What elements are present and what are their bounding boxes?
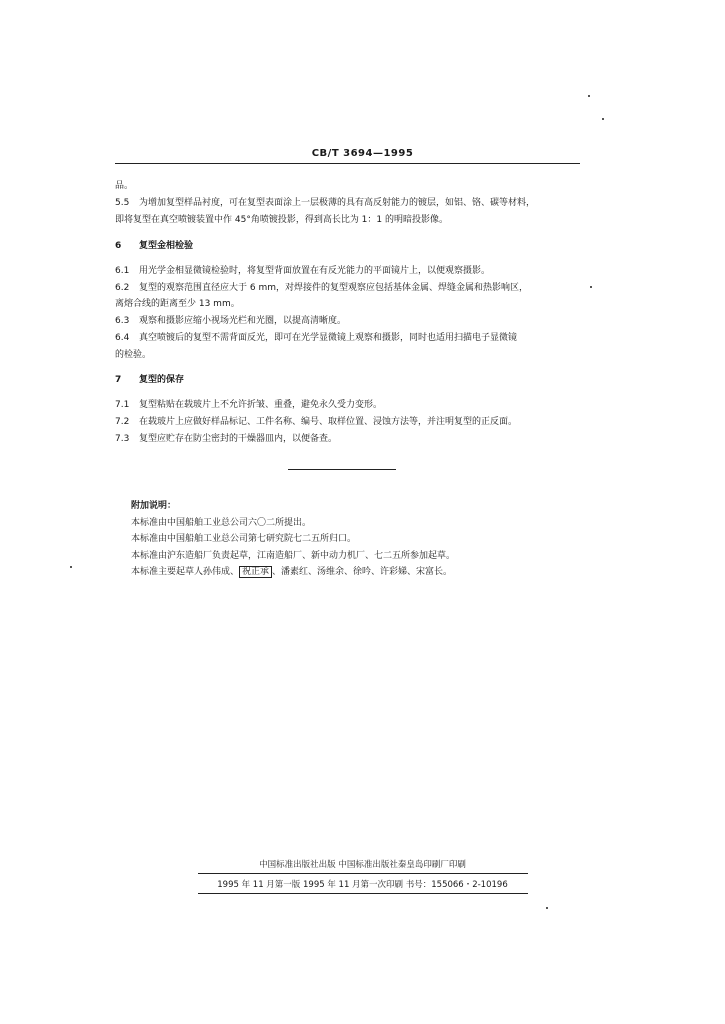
notes-line-1: 本标准由中国船舶工业总公司六〇二所提出。 — [131, 518, 312, 528]
clause-text: 复型粘贴在载玻片上不允许折皱、重叠，避免永久受力变形。 — [139, 400, 383, 410]
notes-line-3: 本标准由沪东造船厂负责起草，江南造船厂、新中动力机厂、七二五所参加起草。 — [131, 551, 456, 561]
section-number: 7 — [115, 375, 122, 385]
clause-7-1 — [115, 399, 382, 411]
clause-7-3 — [115, 433, 337, 445]
clause-5-5-line1 — [115, 197, 535, 209]
imprint-rule-top — [198, 873, 528, 874]
continued-text: 品。 — [115, 181, 134, 191]
clause-number: 6.3 — [115, 316, 130, 326]
drafters-suffix: 、潘素红、汤维余、徐吟、许彩娣、宋富长。 — [272, 567, 453, 577]
clause-6-2-line1 — [115, 282, 528, 294]
clause-7-2 — [115, 416, 517, 428]
clause-text: 在载玻片上应做好样品标记、工件名称、编号、取样位置、浸蚀方法等，并注明复型的正反面。 — [139, 417, 518, 427]
clause-text: 为增加复型样品衬度，可在复型表面涂上一层极薄的具有高反射能力的镀层，如铝、铬、碳等材料， — [139, 198, 536, 208]
clause-6-4-line1 — [115, 332, 517, 344]
clause-number: 7.3 — [115, 434, 130, 444]
boxed-name: 祝正承 — [239, 566, 272, 578]
section-6-heading — [115, 240, 193, 252]
section-title: 复型的保存 — [139, 375, 185, 385]
edition-line: 1995 年 11 月第一版 1995 年 11 月第一次印刷 书号：155066・2-10196 — [217, 880, 508, 890]
clause-5-5-line2: 即将复型在真空喷镀装置中作 45°角喷镀投影，得到高长比为 1：1 的明暗投影像。 — [115, 215, 448, 225]
scan-speck — [602, 118, 604, 120]
drafters-prefix: 本标准主要起草人孙伟成、 — [131, 567, 240, 577]
section-number: 6 — [115, 241, 122, 251]
clause-6-1 — [115, 265, 490, 277]
clause-text: 复型的观察范围直径应大于 6 mm，对焊接件的复型观察应包括基体金属、焊缝金属和热影响区， — [139, 283, 528, 293]
clause-number: 7.2 — [115, 417, 130, 427]
clause-text: 用光学金相显微镜检验时，将复型背面放置在有反光能力的平面镜片上，以便观察摄影。 — [139, 266, 491, 276]
clause-number: 6.2 — [115, 283, 130, 293]
section-7-heading — [115, 374, 184, 386]
scan-speck — [590, 286, 592, 288]
publisher-line: 中国标准出版社出版 中国标准出版社秦皇岛印刷厂印刷 — [259, 860, 466, 870]
standard-code-header: CB/T 3694—1995 — [311, 148, 414, 159]
clause-number: 5.5 — [115, 198, 130, 208]
notes-title: 附加说明： — [131, 501, 177, 511]
notes-line-4 — [131, 566, 452, 578]
clause-text: 观察和摄影应缩小视场光栏和光圈，以提高清晰度。 — [139, 316, 347, 326]
section-title: 复型金相检验 — [139, 241, 194, 251]
notes-line-2: 本标准由中国船舶工业总公司第七研究院七二五所归口。 — [131, 534, 357, 544]
clause-number: 6.4 — [115, 333, 130, 343]
end-of-text-rule — [288, 469, 396, 470]
imprint-rule-bottom — [198, 893, 528, 894]
clause-6-3 — [115, 315, 346, 327]
clause-6-4-line2: 的检验。 — [115, 350, 152, 360]
clause-text: 复型应贮存在防尘密封的干燥器皿内，以便备查。 — [139, 434, 338, 444]
header-rule — [115, 163, 580, 164]
clause-number: 6.1 — [115, 266, 130, 276]
scan-speck — [546, 907, 548, 909]
scan-speck — [70, 566, 72, 568]
clause-number: 7.1 — [115, 400, 130, 410]
clause-6-2-line2: 离熔合线的距离至少 13 mm。 — [115, 299, 240, 309]
scan-speck — [588, 95, 590, 97]
clause-text: 真空喷镀后的复型不需背面反光，即可在光学显微镜上观察和摄影，同时也适用扫描电子显微镜 — [139, 333, 518, 343]
